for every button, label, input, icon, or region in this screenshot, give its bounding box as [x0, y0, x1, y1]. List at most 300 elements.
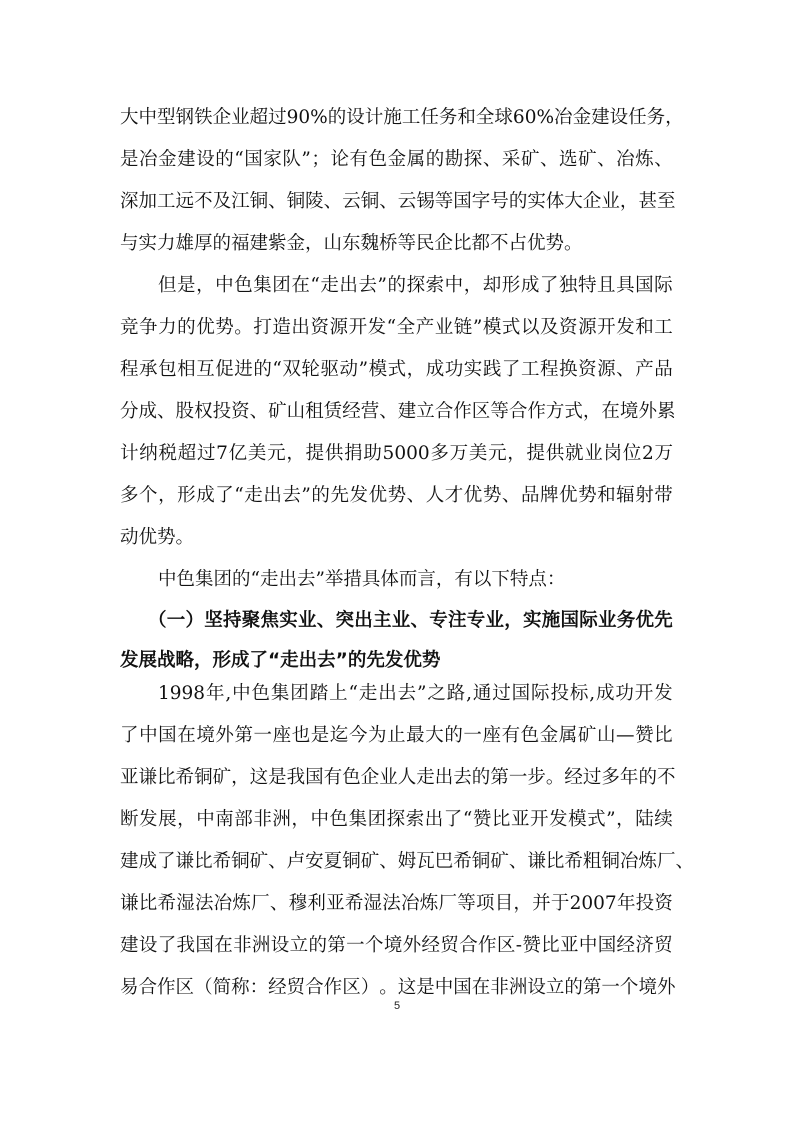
- line-glyph: 成: [425, 359, 445, 380]
- line-glyph: 江: [231, 191, 250, 212]
- line-glyph: 品: [520, 485, 540, 506]
- line-glyph: 在: [601, 401, 620, 422]
- line-glyph: 非: [253, 809, 272, 830]
- line-glyph: 资: [654, 893, 673, 914]
- line-glyph: 于: [550, 893, 570, 914]
- paragraph-2-line-5: [0, 439, 793, 469]
- paragraph-4-line-6: [0, 889, 793, 919]
- line-glyph: 穆: [288, 893, 308, 914]
- line-glyph: 合: [508, 401, 528, 422]
- line-glyph: 业: [298, 610, 317, 631]
- line-glyph: 带: [654, 485, 673, 506]
- line-glyph: 是: [416, 977, 435, 998]
- line-glyph: 式: [587, 809, 606, 830]
- line-glyph: ，: [619, 191, 639, 212]
- line-glyph: 踏: [309, 683, 329, 704]
- line-glyph: 一: [601, 977, 620, 998]
- line-glyph: 远: [175, 191, 195, 212]
- line-glyph: 湿: [363, 893, 383, 914]
- line-glyph: 外: [215, 725, 234, 746]
- line-glyph: 7: [216, 443, 228, 464]
- line-glyph: 国: [635, 275, 654, 296]
- line-glyph: 比: [541, 935, 560, 956]
- line-glyph: 发: [549, 809, 568, 830]
- line-glyph: 持: [223, 610, 242, 631]
- line-glyph: 坚: [204, 610, 223, 631]
- line-glyph: 万: [449, 443, 469, 464]
- line-glyph: 济: [635, 935, 654, 956]
- line-glyph: 谦: [175, 851, 195, 872]
- line-glyph: 合: [138, 977, 158, 998]
- line-glyph: 工: [401, 107, 421, 128]
- line-glyph: 矿: [490, 851, 509, 872]
- line-glyph: 先: [330, 485, 349, 506]
- line-glyph: 产: [635, 359, 654, 380]
- line-glyph: 开: [597, 317, 616, 338]
- line-glyph: 位: [622, 443, 642, 464]
- line-glyph: ，: [507, 443, 526, 464]
- line-glyph: 经: [421, 935, 441, 956]
- section-heading-line-1: [0, 606, 793, 636]
- line-glyph: “: [310, 275, 320, 296]
- line-glyph: 立: [416, 401, 435, 422]
- line-glyph: ”: [377, 275, 387, 296]
- line-glyph: 第: [490, 767, 509, 788]
- section-heading-line-2: 发展战略，形成了“走出去”的先发优势: [120, 650, 441, 671]
- line-glyph: 、: [316, 610, 336, 631]
- line-glyph: 累: [656, 401, 676, 422]
- line-glyph: 专: [466, 610, 486, 631]
- line-glyph: 资: [231, 401, 250, 422]
- line-glyph: ”: [301, 485, 311, 506]
- line-glyph: 纳: [139, 443, 158, 464]
- line-glyph: 优: [463, 485, 483, 506]
- line-glyph: 年: [619, 767, 639, 788]
- line-glyph: 探: [406, 275, 426, 296]
- line-glyph: 陆: [635, 809, 654, 830]
- line-glyph: 型: [157, 107, 176, 128]
- line-glyph: 谦: [138, 767, 158, 788]
- line-glyph: 设: [270, 935, 290, 956]
- line-glyph: 出: [424, 809, 444, 830]
- paragraph-2-line-4: [0, 397, 793, 427]
- line-glyph: 目: [494, 893, 514, 914]
- line-glyph: 金: [539, 725, 559, 746]
- line-glyph: 设: [609, 107, 629, 128]
- line-glyph: 大: [564, 191, 583, 212]
- line-glyph: ，: [616, 809, 635, 830]
- line-glyph: 品: [654, 359, 673, 380]
- line-glyph: 谦: [527, 851, 546, 872]
- line-glyph: 冶: [401, 893, 420, 914]
- line-glyph: 、: [323, 191, 343, 212]
- line-glyph: 比: [545, 851, 565, 872]
- line-glyph: 区: [496, 935, 516, 956]
- line-glyph: 国: [453, 977, 472, 998]
- line-glyph: 座: [482, 725, 501, 746]
- line-glyph: 。: [379, 977, 398, 998]
- line-glyph: 2: [641, 443, 654, 464]
- line-glyph: 形: [501, 275, 521, 296]
- line-glyph: 赞: [522, 935, 541, 956]
- line-glyph: 走: [416, 767, 435, 788]
- line-glyph: 铜: [601, 851, 620, 872]
- line-glyph: 任: [420, 107, 439, 128]
- line-glyph: 源: [329, 317, 349, 338]
- line-glyph: 企: [582, 191, 602, 212]
- line-glyph: 的: [564, 977, 583, 998]
- line-glyph: 元: [488, 443, 507, 464]
- line-glyph: 走: [244, 485, 263, 506]
- line-glyph: 主: [373, 610, 392, 631]
- line-glyph: 索: [405, 809, 425, 830]
- line-glyph: 经: [342, 401, 361, 422]
- line-glyph: 作: [527, 401, 546, 422]
- line-glyph: 希: [175, 767, 195, 788]
- line-glyph: 换: [559, 359, 578, 380]
- line-glyph: 税: [158, 443, 177, 464]
- line-glyph: 助: [363, 443, 382, 464]
- line-glyph: ，: [665, 107, 684, 128]
- line-glyph: 业: [379, 767, 398, 788]
- line-glyph: 等: [434, 191, 454, 212]
- line-glyph: 国: [244, 149, 263, 170]
- line-glyph: 谦: [120, 893, 139, 914]
- line-glyph: 的: [387, 275, 407, 296]
- line-glyph: 金: [387, 149, 407, 170]
- line-glyph: 去: [397, 683, 417, 704]
- line-glyph: “: [462, 809, 473, 830]
- line-glyph: 锡: [416, 191, 435, 212]
- line-glyph: 立: [289, 935, 309, 956]
- line-glyph: 冶: [619, 851, 639, 872]
- line-glyph: 贸: [286, 977, 306, 998]
- line-glyph: 团: [272, 275, 291, 296]
- line-glyph: 走: [358, 683, 378, 704]
- line-glyph: 工: [157, 191, 176, 212]
- line-glyph: 并: [532, 893, 551, 914]
- line-glyph: 多: [430, 443, 449, 464]
- line-glyph: “: [386, 317, 397, 338]
- line-glyph: ,: [225, 683, 232, 704]
- line-glyph: 在: [291, 275, 310, 296]
- line-glyph: 1998: [158, 683, 206, 704]
- line-glyph: 经: [616, 935, 636, 956]
- line-glyph: 铜: [194, 767, 213, 788]
- line-glyph: 法: [382, 893, 401, 914]
- line-glyph: 中: [444, 275, 464, 296]
- line-glyph: 、: [410, 610, 430, 631]
- line-glyph: ,: [466, 683, 472, 704]
- line-glyph: 队: [282, 149, 301, 170]
- line-glyph: 集: [270, 683, 290, 704]
- line-glyph: 赞: [635, 725, 654, 746]
- line-glyph: 势: [387, 485, 407, 506]
- line-glyph: 洲: [272, 809, 291, 830]
- line-glyph: 业: [598, 610, 617, 631]
- line-glyph: 云: [342, 191, 361, 212]
- line-glyph: 通: [472, 683, 492, 704]
- line-glyph: 独: [558, 275, 578, 296]
- line-glyph: 路: [446, 683, 466, 704]
- line-glyph: 辐: [616, 485, 635, 506]
- line-glyph: 是: [310, 725, 330, 746]
- line-glyph: 了: [443, 809, 463, 830]
- line-glyph: 提: [526, 443, 546, 464]
- line-glyph: 境: [619, 401, 639, 422]
- line-glyph: 希: [212, 851, 232, 872]
- line-glyph: ，: [196, 275, 215, 296]
- line-glyph: 业: [584, 443, 603, 464]
- line-glyph: 设: [138, 935, 158, 956]
- line-glyph: 铜: [249, 191, 269, 212]
- line-glyph: 供: [545, 443, 565, 464]
- line-glyph: 发: [349, 485, 369, 506]
- line-glyph: 区: [175, 977, 195, 998]
- line-glyph: 优: [368, 485, 388, 506]
- line-glyph: 国: [305, 767, 324, 788]
- line-glyph: 、: [597, 149, 616, 170]
- line-glyph: 湿: [176, 893, 195, 914]
- line-glyph: 互: [196, 359, 215, 380]
- line-glyph: 企: [212, 107, 232, 128]
- line-glyph: 、: [654, 149, 673, 170]
- line-glyph: 焦: [260, 610, 280, 631]
- line-glyph: 钢: [175, 107, 195, 128]
- line-glyph: 元: [267, 443, 286, 464]
- line-glyph: 贸: [440, 935, 459, 956]
- line-glyph: ：: [249, 977, 269, 998]
- line-glyph: 色: [251, 683, 271, 704]
- line-glyph: 国: [597, 935, 617, 956]
- line-glyph: 争: [139, 317, 158, 338]
- line-glyph: 中: [139, 725, 158, 746]
- line-glyph: 境: [196, 725, 215, 746]
- paragraph-1-line-1: [0, 103, 793, 133]
- line-glyph: 超: [177, 443, 197, 464]
- line-glyph: 在: [214, 935, 233, 956]
- line-glyph: 出: [263, 485, 282, 506]
- line-glyph: 产: [415, 317, 435, 338]
- line-glyph: 我: [286, 767, 306, 788]
- line-glyph: 出: [434, 767, 454, 788]
- paragraph-1-line-3: [0, 187, 793, 217]
- paragraph-2-line-2: [0, 313, 793, 343]
- line-glyph: 竞: [120, 317, 139, 338]
- line-glyph: 工: [654, 317, 673, 338]
- paragraph-2-line-1: [0, 271, 793, 301]
- line-glyph: ）: [185, 610, 205, 631]
- line-glyph: 第: [582, 977, 602, 998]
- line-glyph: 有: [349, 149, 369, 170]
- line-glyph: 在: [177, 725, 196, 746]
- line-glyph: 资: [310, 317, 329, 338]
- line-glyph: （: [194, 977, 213, 998]
- line-glyph: 境: [638, 977, 657, 998]
- line-glyph: 洲: [251, 935, 271, 956]
- line-glyph: 提: [305, 443, 325, 464]
- line-glyph: 且: [597, 275, 616, 296]
- line-glyph: 利: [307, 893, 326, 914]
- line-glyph: 山: [286, 401, 306, 422]
- line-glyph: 出: [378, 683, 397, 704]
- line-glyph: 式: [387, 359, 407, 380]
- line-glyph: 年: [205, 683, 225, 704]
- paragraph-4-line-8: [0, 973, 793, 1003]
- line-glyph: 实: [279, 610, 298, 631]
- line-glyph: 和: [635, 317, 654, 338]
- line-glyph: 一: [253, 725, 273, 746]
- line-glyph: 号: [490, 191, 509, 212]
- line-glyph: 个: [619, 977, 639, 998]
- line-glyph: 球: [494, 107, 513, 128]
- line-glyph: 程: [539, 359, 559, 380]
- line-glyph: 供: [324, 443, 344, 464]
- line-glyph: ，: [406, 359, 426, 380]
- line-glyph: 成: [196, 485, 215, 506]
- line-glyph: 建: [591, 107, 610, 128]
- line-glyph: 成: [138, 851, 158, 872]
- line-glyph: 、: [501, 485, 521, 506]
- line-glyph: 之: [427, 683, 446, 704]
- line-glyph: 第: [234, 725, 253, 746]
- line-glyph: 形: [177, 485, 196, 506]
- line-glyph: 集: [253, 275, 272, 296]
- line-glyph: 国: [560, 610, 580, 631]
- line-glyph: 称: [231, 977, 250, 998]
- line-glyph: 投: [212, 401, 232, 422]
- line-glyph: 专: [429, 610, 448, 631]
- line-glyph: 展: [158, 809, 177, 830]
- line-glyph: 人: [425, 485, 445, 506]
- line-glyph: 模: [568, 809, 587, 830]
- line-glyph: 促: [215, 359, 234, 380]
- line-glyph: 业: [601, 191, 620, 212]
- line-glyph: 驱: [320, 359, 339, 380]
- paragraph-2-line-3: [0, 355, 793, 385]
- line-glyph: 计: [364, 107, 384, 128]
- line-glyph: ”: [472, 317, 483, 338]
- line-glyph: 安: [305, 851, 324, 872]
- line-glyph: 国: [158, 725, 177, 746]
- line-glyph: 程: [120, 359, 139, 380]
- line-glyph: 万: [654, 443, 673, 464]
- line-glyph: ，: [504, 610, 523, 631]
- line-glyph: 探: [463, 149, 483, 170]
- line-glyph: 多: [601, 767, 620, 788]
- line-glyph: 、: [379, 191, 398, 212]
- line-glyph: 的: [638, 767, 657, 788]
- line-glyph: 矿: [268, 401, 287, 422]
- line-glyph: 资: [578, 359, 597, 380]
- line-glyph: 租: [305, 401, 324, 422]
- line-glyph: 、: [616, 359, 635, 380]
- line-glyph: 、: [157, 401, 176, 422]
- line-glyph: 冶: [554, 107, 573, 128]
- line-glyph: 铁: [194, 107, 213, 128]
- line-glyph: 铜: [471, 851, 491, 872]
- line-glyph: 资: [559, 317, 578, 338]
- line-glyph: 境: [383, 935, 403, 956]
- line-glyph: 一: [463, 725, 482, 746]
- line-glyph: 开: [348, 317, 368, 338]
- line-glyph: 业: [391, 610, 411, 631]
- line-glyph: 体: [545, 191, 565, 212]
- line-glyph: 就: [565, 443, 584, 464]
- line-glyph: 是: [268, 767, 287, 788]
- line-glyph: 双: [282, 359, 301, 380]
- line-glyph: 铜: [342, 851, 361, 872]
- line-glyph: 实: [527, 191, 546, 212]
- line-glyph: 模: [482, 317, 502, 338]
- line-glyph: 任: [628, 107, 647, 128]
- line-glyph: 赞: [472, 809, 492, 830]
- line-glyph: 姆: [397, 851, 417, 872]
- line-glyph: 索: [425, 275, 445, 296]
- line-glyph: 发: [367, 317, 387, 338]
- line-glyph: 亚: [326, 893, 345, 914]
- line-glyph: 有: [501, 725, 521, 746]
- line-glyph: 、: [269, 893, 289, 914]
- line-glyph: 、: [675, 851, 694, 872]
- line-glyph: 外: [638, 401, 657, 422]
- paragraph-4-line-1: [0, 679, 793, 709]
- line-glyph: 成: [520, 275, 540, 296]
- line-glyph: 区: [342, 977, 361, 998]
- line-glyph: 国: [453, 191, 472, 212]
- line-glyph: ,: [589, 683, 596, 704]
- line-glyph: 色: [234, 275, 253, 296]
- paragraph-4-line-7: [0, 931, 793, 961]
- line-glyph: 了: [157, 935, 177, 956]
- line-glyph: 这: [397, 977, 417, 998]
- line-glyph: （: [148, 610, 167, 631]
- line-glyph: 国: [511, 683, 531, 704]
- line-glyph: 中: [232, 683, 251, 704]
- line-glyph: 续: [654, 809, 673, 830]
- line-glyph: 部: [234, 809, 253, 830]
- line-glyph: ，: [463, 275, 483, 296]
- line-glyph: 陵: [305, 191, 324, 212]
- line-glyph: 际: [654, 275, 673, 296]
- line-glyph: 走: [320, 275, 339, 296]
- line-glyph: 开: [529, 809, 549, 830]
- line-glyph: 经: [268, 977, 287, 998]
- line-glyph: 投: [550, 683, 569, 704]
- line-glyph: 际: [579, 610, 598, 631]
- line-glyph: 字: [471, 191, 491, 212]
- line-glyph: 希: [344, 893, 364, 914]
- paragraph-4-line-5: [0, 847, 793, 877]
- line-glyph: 非: [233, 935, 252, 956]
- line-glyph: 属: [406, 149, 426, 170]
- line-glyph: 践: [482, 359, 502, 380]
- line-glyph: 功: [615, 683, 634, 704]
- line-glyph: 具: [616, 275, 635, 296]
- line-glyph: 选: [559, 149, 578, 170]
- line-glyph: 山: [596, 725, 616, 746]
- line-glyph: 步: [527, 767, 546, 788]
- line-glyph: 先: [654, 610, 673, 631]
- line-glyph: 、: [268, 851, 287, 872]
- line-glyph: 建: [120, 851, 139, 872]
- line-glyph: 60%: [512, 107, 555, 128]
- line-glyph: 亚: [510, 809, 530, 830]
- line-glyph: 等: [490, 401, 509, 422]
- line-glyph: 造: [272, 317, 291, 338]
- line-glyph: 计: [120, 443, 139, 464]
- line-glyph: 加: [138, 191, 158, 212]
